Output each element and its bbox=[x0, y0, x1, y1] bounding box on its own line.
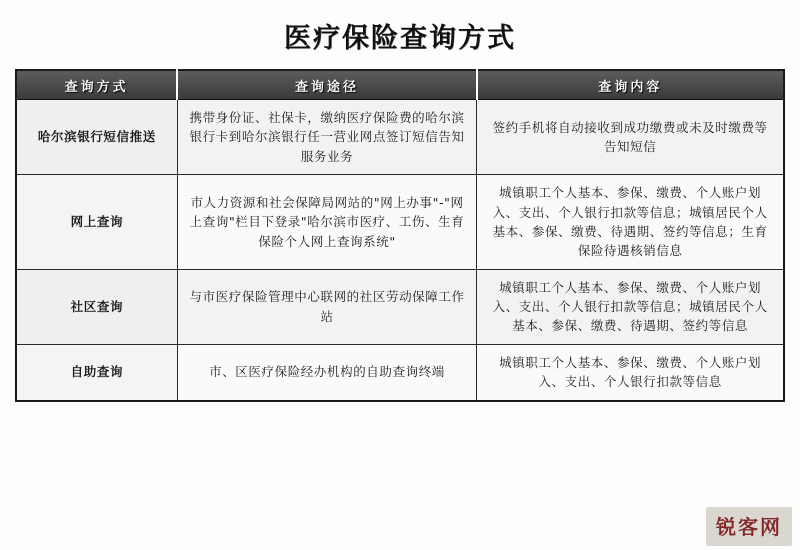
cell-method: 网上查询 bbox=[16, 175, 177, 270]
cell-channel: 与市医疗保险管理中心联网的社区劳动保障工作站 bbox=[177, 269, 477, 344]
table-body bbox=[16, 100, 784, 401]
column-header-content: 查询内容 bbox=[477, 70, 784, 100]
cell-method: 哈尔滨银行短信推送 bbox=[16, 100, 177, 175]
cell-content: 城镇职工个人基本、参保、缴费、个人账户划入、支出、个人银行扣款等信息；城镇居民个人基本、参保、缴费、待遇期、签约等信息 bbox=[477, 269, 784, 344]
cell-content: 城镇职工个人基本、参保、缴费、个人账户划入、支出、个人银行扣款等信息；城镇居民个人基本、参保、缴费、待遇期、签约等信息；生育保险待遇核销信息 bbox=[477, 175, 784, 270]
table-row bbox=[16, 269, 784, 344]
cell-channel: 携带身份证、社保卡，缴纳医疗保险费的哈尔滨银行卡到哈尔滨银行任一营业网点签订短信告知服务业务 bbox=[177, 100, 477, 175]
column-header-channel: 查询途径 bbox=[177, 70, 477, 100]
cell-channel: 市、区医疗保险经办机构的自助查询终端 bbox=[177, 344, 477, 400]
cell-content: 城镇职工个人基本、参保、缴费、个人账户划入、支出、个人银行扣款等信息 bbox=[477, 344, 784, 400]
table-row bbox=[16, 100, 784, 175]
table-header-row bbox=[16, 70, 784, 100]
table-row bbox=[16, 344, 784, 400]
column-header-method: 查询方式 bbox=[16, 70, 177, 100]
medical-insurance-query-table bbox=[15, 69, 785, 402]
table-row bbox=[16, 175, 784, 270]
cell-content: 签约手机将自动接收到成功缴费或未及时缴费等告知短信 bbox=[477, 100, 784, 175]
table-container bbox=[15, 69, 785, 402]
cell-method: 社区查询 bbox=[16, 269, 177, 344]
cell-method: 自助查询 bbox=[16, 344, 177, 400]
cell-channel: 市人力资源和社会保障局网站的"网上办事"-"网上查询"栏目下登录"哈尔滨市医疗、工伤、生育保险个人网上查询系统" bbox=[177, 175, 477, 270]
watermark-logo: 锐客网 bbox=[706, 507, 792, 546]
table-header bbox=[16, 70, 784, 100]
page-title: 医疗保险查询方式 bbox=[284, 23, 516, 54]
